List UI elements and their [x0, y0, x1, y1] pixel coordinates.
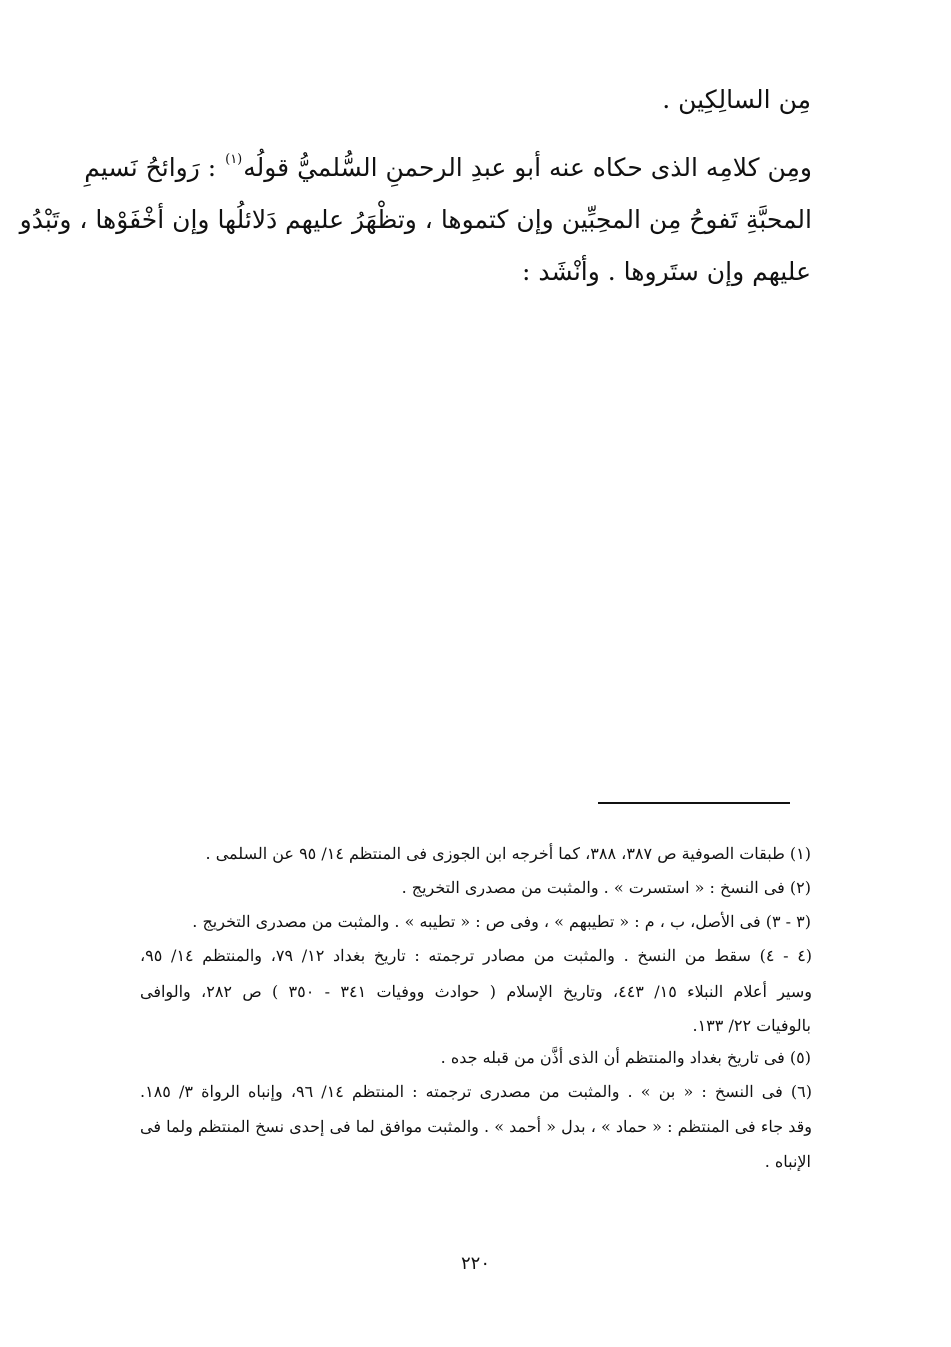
footnote-divider	[598, 802, 790, 804]
footnote-6-line: (٦) فى النسخ : « بن » . والمثبت من مصدرى ترجمته : المنتظم ١٤/ ٩٦، وإنباه الرواة ٣/ ١٨٥.	[140, 1082, 812, 1101]
entry-heading-line	[140, 723, 812, 764]
footnote-marker: (١)	[225, 152, 243, 167]
footnote-4-line: (٤ - ٤) سقط من النسخ . والمثبت من مصادر ترجمته : تاريخ بغداد ١٢/ ٧٩، والمنتظم ١٤/ ٩٥،	[140, 946, 813, 965]
footnote-6-line: وقد جاء فى المنتظم : « حماد » ، بدل « أحمد » . والمثبت موافق لما فى إحدى نسخ المنتظم ولما فى	[140, 1117, 812, 1136]
footnote-4-line: بالوفيات ٢٢/ ١٣٣.	[692, 1016, 811, 1035]
verse-2-right-hemistich	[805, 376, 809, 417]
footnote-1: (١) طبقات الصوفية ص ٣٨٧، ٣٨٨، كما أخرجه ابن الجوزى فى المنتظم ١٤/ ٩٥ عن السلمى .	[205, 844, 811, 863]
paragraph-line	[84, 150, 812, 191]
footnote-3: (٣ - ٣) فى الأصل، ب ، م : « تطيبهم » ، وفى ص : « تطيبه » . والمثبت من مصدرى التخريج .	[192, 912, 811, 931]
footnote-6-line: الإنباه .	[764, 1152, 811, 1171]
footnote-5: (٥) فى تاريخ بغداد والمنتظم أن الذى أذَّن من قبله جده .	[440, 1048, 811, 1067]
footnote-4-line: وسير أعلام النبلاء ١٥/ ٤٤٣، وتاريخ الإسلام ( حوادث ووفيات ٣٤١ - ٣٥٠ ) ص ٢٨٢، والوافى	[140, 982, 813, 1001]
entry-heading-line	[140, 448, 812, 489]
paragraph-line: عليهم وإن ستَروها . وأنْشَد :	[522, 257, 811, 286]
text-span: : رَوائحُ نَسيمِ	[84, 153, 225, 182]
paragraph-line: المحبَّةِ تَفوحُ مِن المحِبِّين وإن كتموها ، وتظْهَرُ عليهم دَلائلُها وإن أخْفَوْها ، وتَبْدُو	[19, 205, 812, 234]
verse-1-right-hemistich	[807, 320, 809, 361]
page-number: ٢٢٠	[460, 1253, 490, 1274]
text-span: ومِن كلامِه الذى حكاه عنه أبو عبدِ الرحمنِ السُّلميُّ قولُه	[243, 153, 812, 182]
body-line-1: مِن السالِكِين .	[662, 85, 811, 114]
footnote-2: (٢) فى النسخ : « استسرت » . والمثبت من مصدرى التخريج .	[401, 878, 811, 897]
